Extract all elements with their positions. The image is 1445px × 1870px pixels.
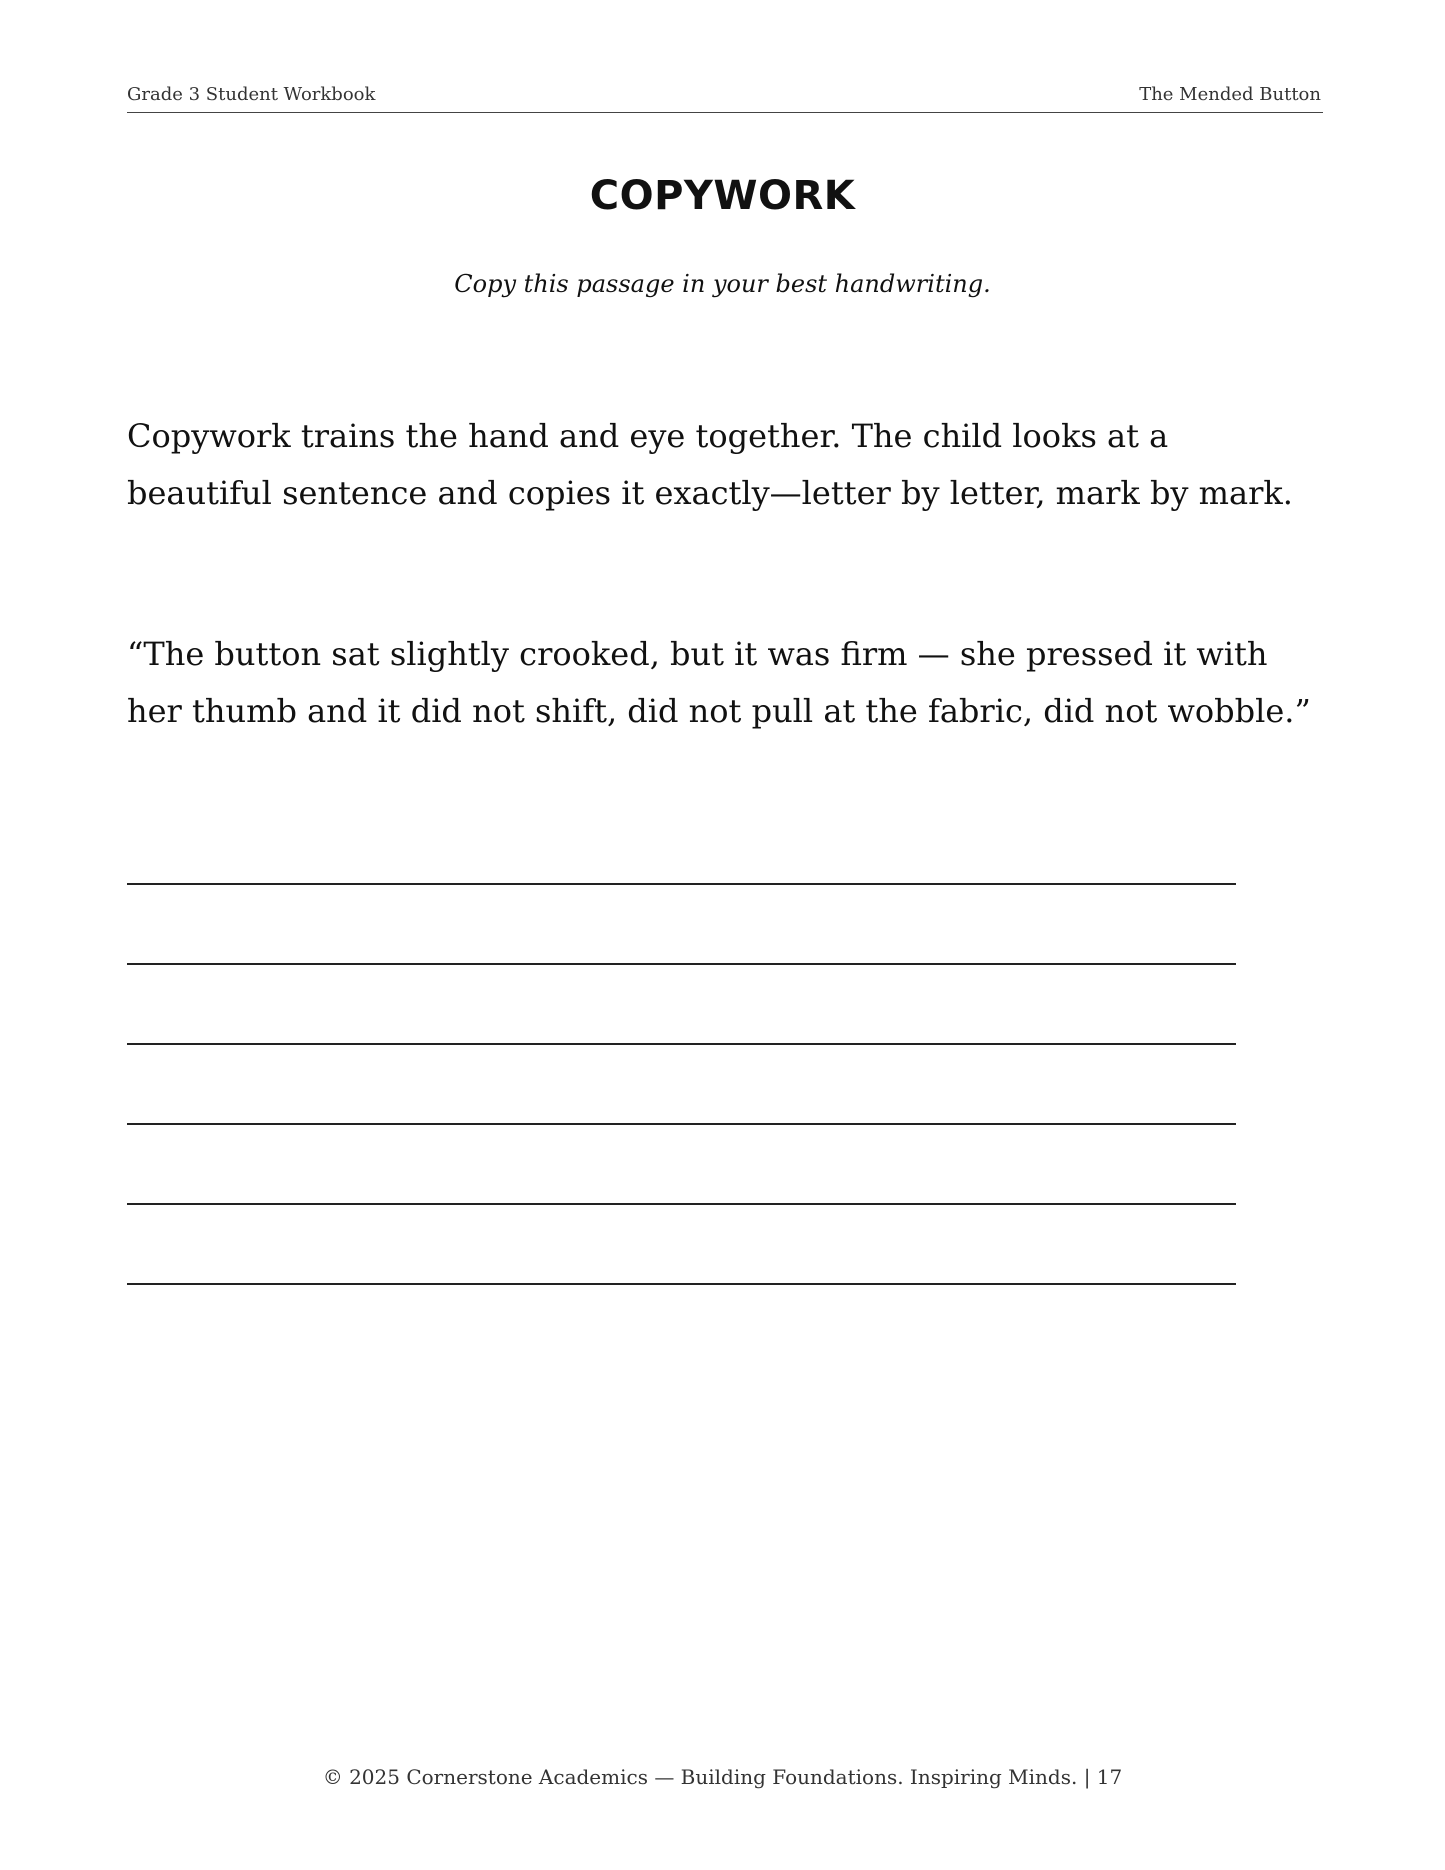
- instructions: Copy this passage in your best handwriting.: [454, 270, 991, 298]
- copywork-passage: “The button sat slightly crooked, but it was firm — she pressed it with her thumb and it did not shift, did not pull at the fabric, did not wobble.”: [127, 635, 1311, 730]
- header-story-title: The Mended Button: [1139, 84, 1321, 105]
- intro-paragraph: Copywork trains the hand and eye together. The child looks at a beautiful sentence and copies it exactly—letter by letter, mark by mark.: [127, 417, 1293, 512]
- page-footer: © 2025 Cornerstone Academics — Building Foundations. Inspiring Minds. | 17: [322, 1765, 1123, 1789]
- page-title: COPYWORK: [589, 173, 856, 219]
- page-header: [127, 84, 1323, 113]
- writing-line[interactable]: [127, 1123, 1236, 1125]
- writing-line[interactable]: [127, 963, 1236, 965]
- writing-line[interactable]: [127, 1043, 1236, 1045]
- header-workbook-title: Grade 3 Student Workbook: [127, 84, 376, 105]
- writing-line[interactable]: [127, 1283, 1236, 1285]
- writing-line[interactable]: [127, 1203, 1236, 1205]
- writing-line[interactable]: [127, 883, 1236, 885]
